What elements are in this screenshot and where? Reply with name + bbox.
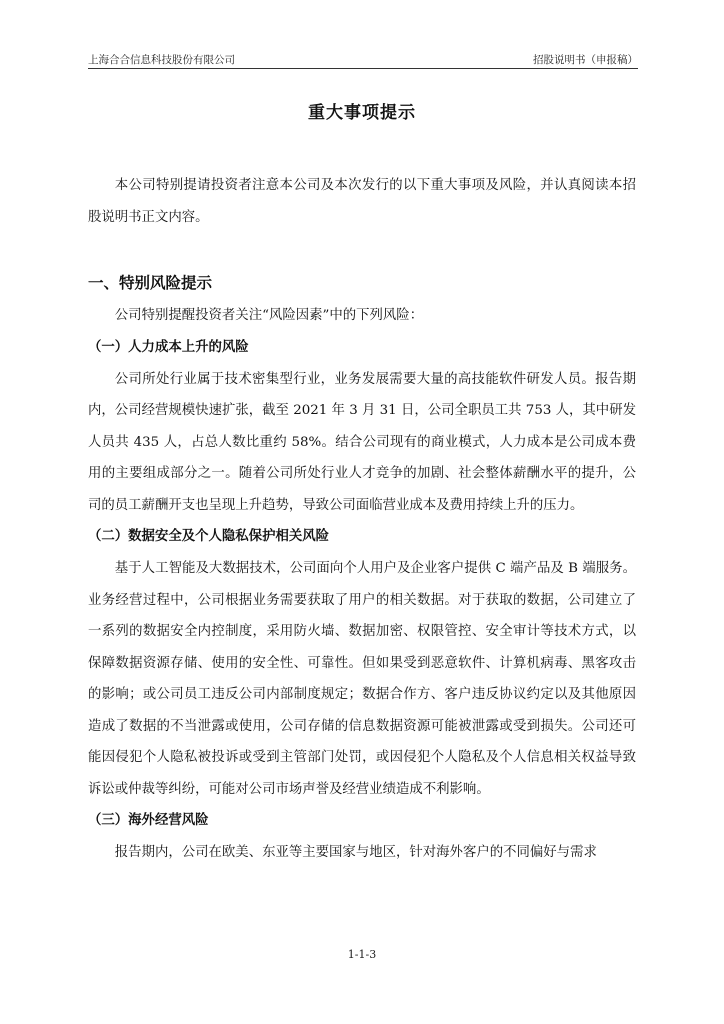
intro-paragraph: 本公司特别提请投资者注意本公司及本次发行的以下重大事项及风险，并认真阅读本招股说明书正文内容。 bbox=[88, 178, 636, 225]
section-intro-paragraph: 公司特别提醒投资者关注“风险因素”中的下列风险： bbox=[114, 308, 424, 323]
document-body bbox=[88, 170, 636, 869]
page-header bbox=[88, 50, 638, 69]
page-number: 1-1-3 bbox=[347, 948, 377, 961]
risk-heading-data-security: （二）数据安全及个人隐私保护相关风险 bbox=[88, 529, 330, 544]
risk-heading-labor-cost: （一）人力成本上升的风险 bbox=[88, 339, 249, 355]
risk-paragraph-labor-cost: 公司所处行业属于技术密集型行业，业务发展需要大量的高技能软件研发人员。报告期内，公司经营规模快速扩张，截至 2021 年 3 月 31 日，公司全职员工共 753 人，其中研发人员共 435 人，占总人数比重约 58%。结合公司现有的商业模式，人力成本是公司成本费用的主要组成部分之一。随着公司所处行业人才竞争的加剧、社会整体薪酬水平的提升，公司的员工薪酬开支也呈现上升趋势，导致公司面临营业成本及费用持续上升的压力。 bbox=[88, 371, 636, 513]
header-company-name: 上海合合信息科技股份有限公司 bbox=[88, 54, 235, 66]
risk-heading-overseas: （三）海外经营风险 bbox=[88, 813, 209, 828]
risk-paragraph-data-security: 基于人工智能及大数据技术，公司面向个人用户及企业客户提供 C 端产品及 B 端服务。业务经营过程中，公司根据业务需要获取了用户的相关数据。对于获取的数据，公司建立了一系列的数据安全内控制度，采用防火墙、数据加密、权限管控、安全审计等技术方式，以保障数据资源存储、使用的安全性、可靠性。但如果受到恶意软件、计算机病毒、黑客攻击的影响；或公司员工违反公司内部制度规定；数据合作方、客户违反协议约定以及其他原因造成了数据的不当泄露或使用，公司存储的信息数据资源可能被泄露或受到损失。公司还可能因侵犯个人隐私被投诉或受到主管部门处罚，或因侵犯个人隐私及个人信息相关权益导致诉讼或仲裁等纠纷，可能对公司市场声誉及经营业绩造成不利影响。 bbox=[88, 561, 636, 797]
header-document-type: 招股说明书（申报稿） bbox=[533, 54, 638, 66]
risk-paragraph-overseas: 报告期内，公司在欧美、东亚等主要国家与地区，针对海外客户的不同偏好与需求 bbox=[114, 845, 597, 860]
section-heading-special-risks: 一、特别风险提示 bbox=[88, 274, 213, 292]
document-title: 重大事项提示 bbox=[308, 103, 416, 123]
